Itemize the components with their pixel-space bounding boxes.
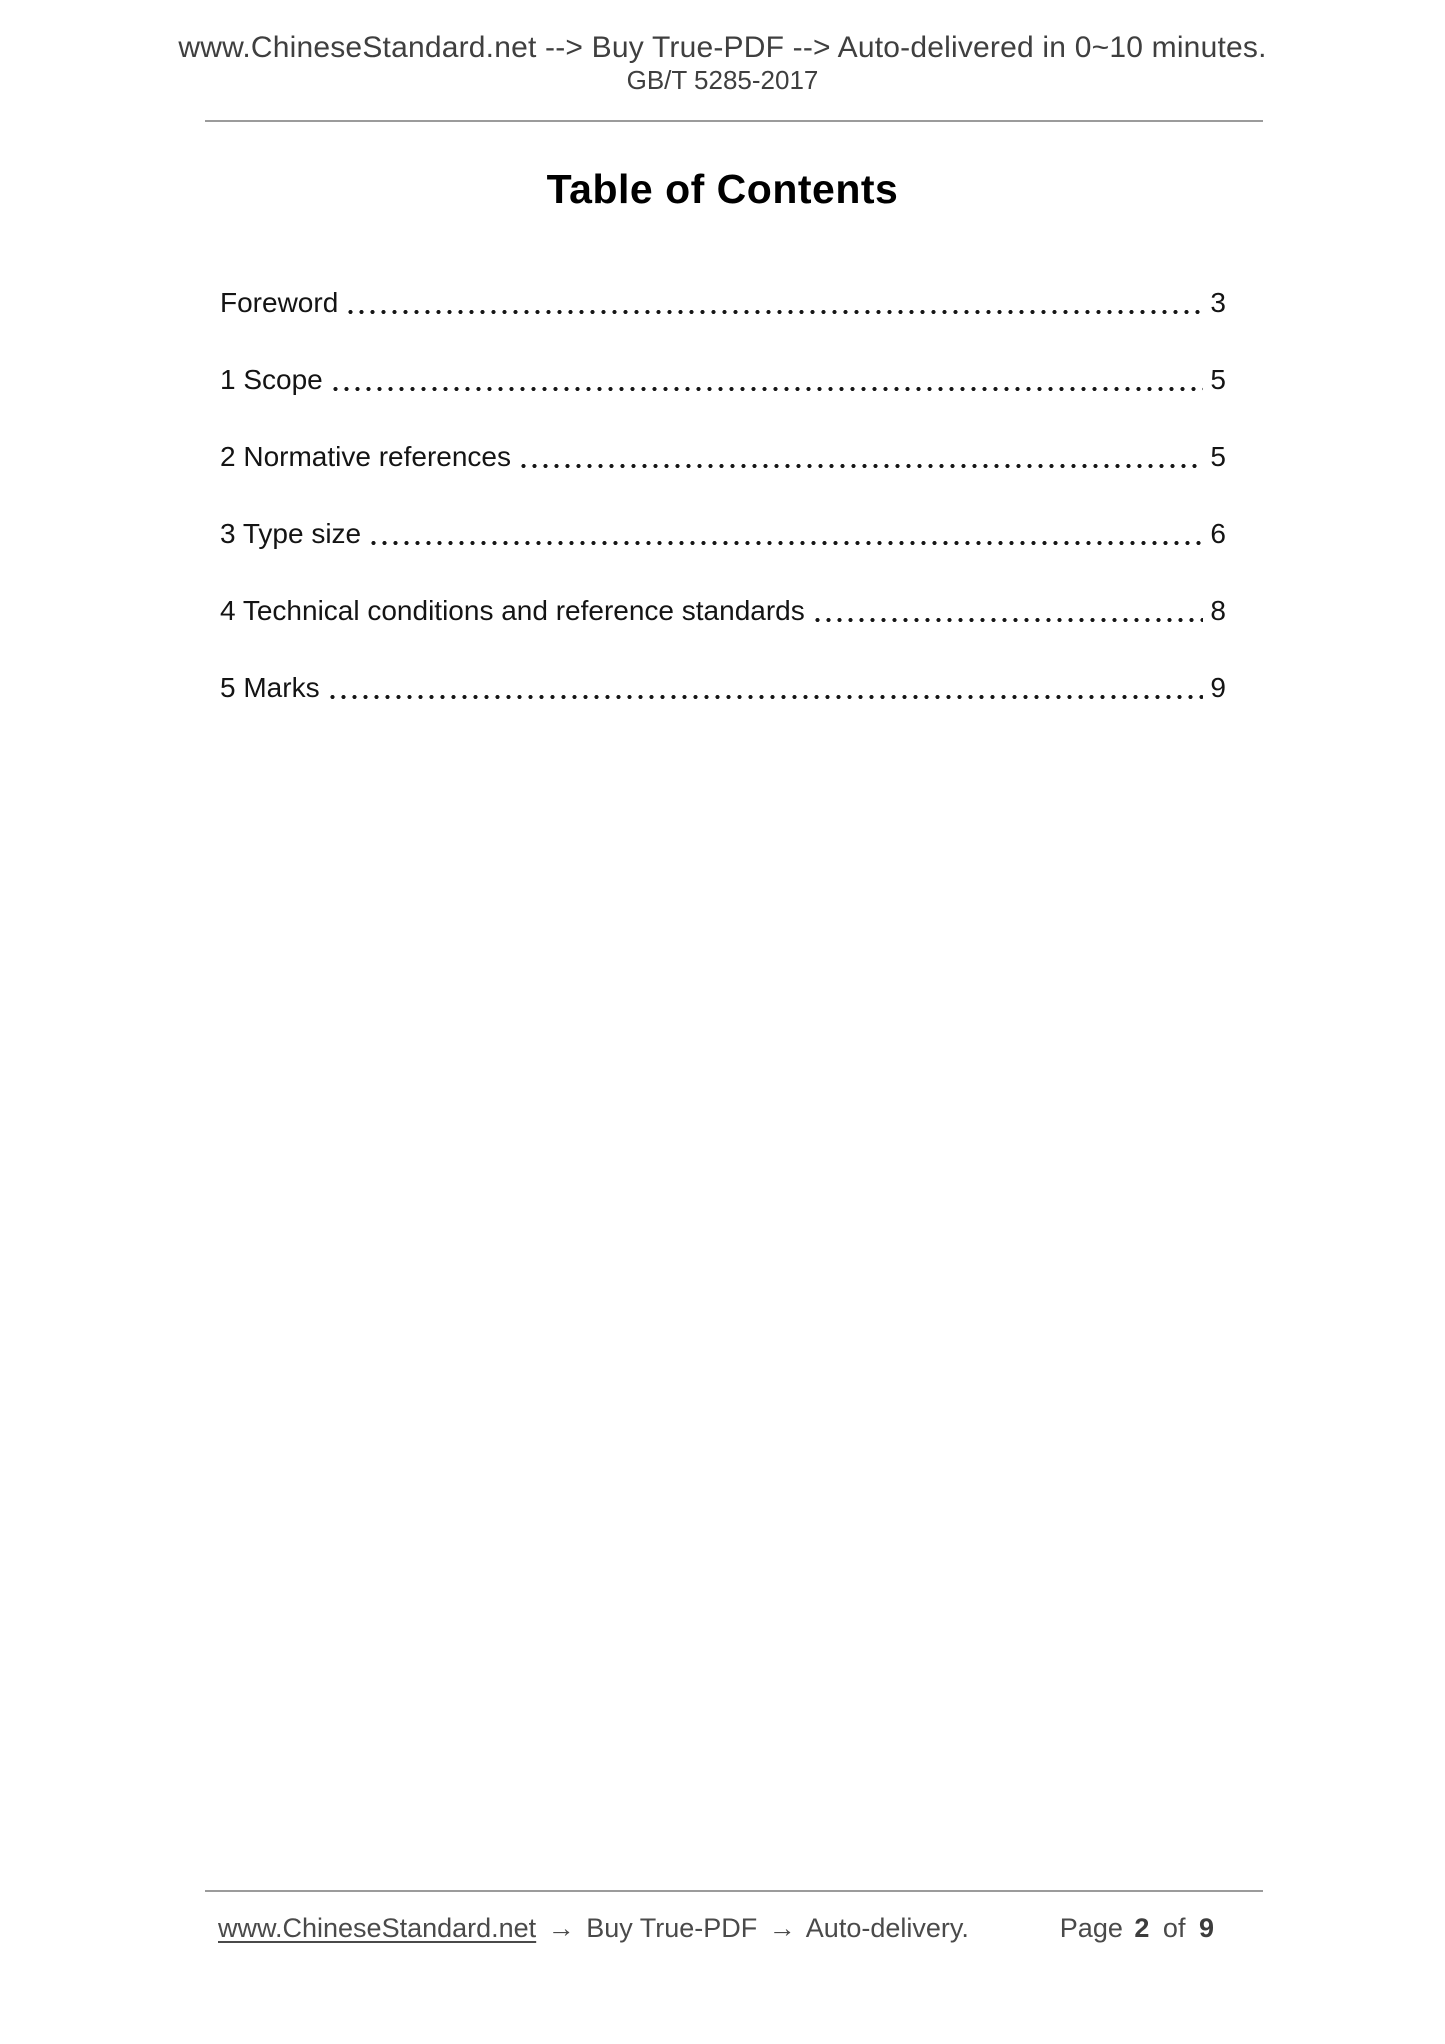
page-footer [218, 1912, 1218, 1944]
dot-leader [327, 694, 1204, 700]
footer-divider [205, 1890, 1263, 1892]
arrow-right-icon: → [768, 1913, 796, 1943]
current-page-number: 2 [1134, 1913, 1150, 1943]
toc-entry-page: 9 [1210, 672, 1226, 703]
page-word: Page [1059, 1913, 1123, 1943]
toc-entry-foreword [220, 288, 1226, 318]
toc-entry-page: 3 [1210, 287, 1226, 318]
toc-entry-label: 4 Technical conditions and reference standards [220, 595, 805, 626]
toc-entry-label: 3 Type size [220, 518, 362, 549]
page-indicator [1060, 1912, 1218, 1944]
dot-leader [345, 309, 1203, 315]
table-of-contents [220, 288, 1226, 750]
footer-website-link[interactable]: www.ChineseStandard.net [218, 1913, 537, 1943]
toc-entry-type-size [220, 519, 1226, 549]
dot-leader [518, 463, 1203, 469]
toc-entry-label: 2 Normative references [220, 441, 512, 472]
page-header [0, 30, 1445, 94]
toc-entry-technical-conditions [220, 596, 1226, 626]
toc-entry-marks [220, 673, 1226, 703]
toc-entry-label: Foreword [220, 287, 339, 318]
dot-leader [330, 386, 1204, 392]
of-word: of [1162, 1913, 1186, 1943]
dot-leader [368, 540, 1203, 546]
arrow-right-icon: → [547, 1913, 575, 1943]
footer-buy-text: Buy True-PDF [586, 1913, 758, 1943]
footer-banner [218, 1912, 969, 1944]
toc-entry-scope [220, 365, 1226, 395]
standard-number: GB/T 5285-2017 [626, 65, 819, 95]
toc-entry-page: 8 [1210, 595, 1226, 626]
header-divider [205, 120, 1263, 122]
toc-entry-page: 5 [1210, 364, 1226, 395]
header-banner-text: www.ChineseStandard.net --> Buy True-PDF --> Auto-delivered in 0~10 minutes. [178, 31, 1267, 64]
toc-entry-page: 6 [1210, 518, 1226, 549]
toc-entry-label: 5 Marks [220, 672, 320, 703]
total-page-number: 9 [1198, 1913, 1214, 1943]
toc-entry-label: 1 Scope [220, 364, 323, 395]
toc-entry-page: 5 [1210, 441, 1226, 472]
toc-entry-normative-references [220, 442, 1226, 472]
page-title: Table of Contents [546, 166, 899, 212]
dot-leader [812, 617, 1204, 623]
footer-delivery-text: Auto-delivery. [805, 1913, 969, 1943]
